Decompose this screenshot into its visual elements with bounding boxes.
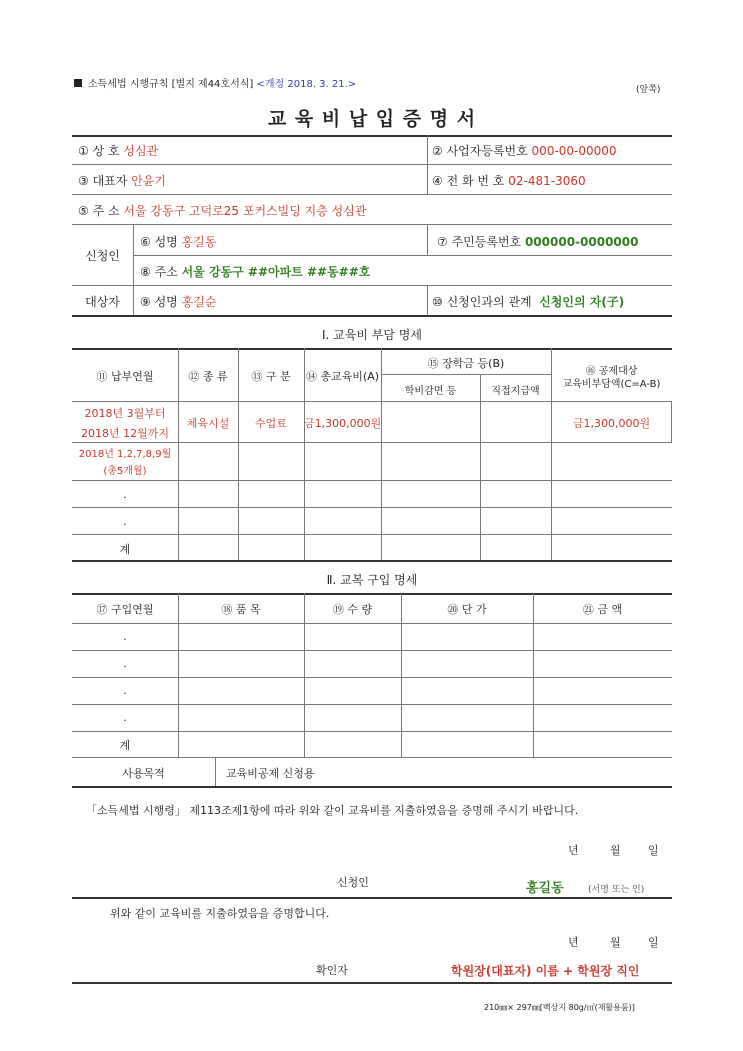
purpose-label: 사용목적 [122, 767, 165, 780]
applicant-sign-label: 신청인 [337, 876, 369, 889]
target-name: 홍길순 [181, 295, 217, 309]
business-address: 서울 강동구 고덕로25 포커스빌딩 지층 성심관 [123, 204, 367, 218]
row1-deductible: 금1,300,000원 [572, 417, 651, 430]
relation: 신청인의 자(子) [539, 295, 625, 309]
row1-total: 금1,300,000원 [304, 417, 382, 430]
business-name-row: ① 상 호 성심관 [78, 144, 159, 158]
confirm-date-day: 일 [648, 936, 659, 949]
col-unit-price: ⑳ 단 가 [447, 603, 487, 616]
square-bullet-icon [74, 79, 82, 87]
applicant-id: 000000-0000000 [524, 235, 639, 249]
applicant-label: 신청인 [85, 249, 120, 263]
paper-spec: 210㎜× 297㎜[백상지 80g/㎡(재활용품)] [484, 1003, 635, 1012]
target-name-row: ⑨ 성명 홍길순 [140, 295, 217, 309]
page-title: 교 육 비 납 입 증 명 서 [267, 108, 477, 130]
uniform-row-dot: . [123, 711, 127, 724]
representative-row: ③ 대표자 안윤기 [78, 174, 166, 188]
applicant-name: 홍길동 [181, 235, 217, 249]
representative: 안윤기 [131, 174, 166, 188]
address-row: ⑤ 주 소 서울 강동구 고덕로25 포커스빌딩 지층 성심관 [78, 204, 367, 218]
uniform-row-dot: . [123, 684, 127, 697]
business-no-row: ② 사업자등록번호 000-00-00000 [432, 144, 617, 158]
revision-note: <개정 2018. 3. 21.> [256, 79, 357, 90]
col-purchase-month: ⑰ 구입연월 [96, 603, 154, 616]
uniform-row-dot: . [123, 657, 127, 670]
section1-title: Ⅰ. 교육비 부담 명세 [322, 328, 422, 342]
col-deductible-a: ⑯ 공제대상 [585, 366, 638, 377]
business-name: 성심관 [123, 144, 159, 158]
row1-kind: 체육시설 [186, 417, 230, 430]
date-day: 일 [648, 844, 659, 857]
confirmer-label: 확인자 [316, 964, 348, 977]
front-back-mark: (앞쪽) [636, 85, 661, 95]
date-month: 월 [610, 844, 621, 857]
applicant-sign-name: 홍길동 [526, 881, 564, 896]
sign-note: (서명 또는 인) [588, 885, 645, 895]
request-statement: 「소득세법 시행령」 제113조제1항에 따라 위와 같이 교육비를 지출하였음을 증명해 주시기 바랍니다. [86, 804, 579, 817]
uniform-row-dot: . [123, 630, 127, 643]
phone-row: ④ 전 화 번 호 02-481-3060 [432, 174, 586, 188]
col-payment-period: ⑪ 납부연월 [96, 370, 154, 383]
col-deductible-b: 교육비부담액(C=A-B) [562, 379, 661, 390]
col-amount: ㉑ 금 액 [582, 603, 623, 616]
purpose-value: 교육비공제 신청용 [226, 767, 315, 780]
col-total-fee: ⑭ 총교육비(A) [305, 370, 380, 383]
row1-period-end: 2018년 12월까지 [81, 427, 169, 440]
row1-category: 수업료 [255, 417, 287, 430]
applicant-address: 서울 강동구 ##아파트 ##동##호 [181, 265, 371, 279]
col-quantity: ⑲ 수 량 [332, 603, 373, 616]
row2-months: 2018년 1,2,7,8,9월 [78, 449, 172, 460]
applicant-address-row: ⑧ 주소 서울 강동구 ##아파트 ##동##호 [140, 265, 371, 279]
col-tuition-reduction: 학비감면 등 [404, 386, 457, 397]
confirm-date-month: 월 [610, 936, 621, 949]
row2-month-count: (총5개월) [103, 466, 147, 477]
confirm-date-year: 년 [568, 936, 579, 949]
col-item: ⑱ 품 목 [221, 603, 261, 616]
section2-sum: 계 [119, 739, 131, 752]
row4-dot: . [123, 515, 127, 528]
phone: 02-481-3060 [508, 174, 586, 188]
relation-row: ⑩ 신청인과의 관계 신청인의 자(子) [432, 295, 625, 309]
row3-dot: . [123, 488, 127, 501]
business-no: 000-00-00000 [531, 144, 617, 158]
col-direct-payment: 직접지급액 [491, 386, 540, 397]
applicant-name-row: ⑥ 성명 홍길동 [140, 235, 217, 249]
section2-title: Ⅱ. 교복 구입 명세 [326, 573, 418, 587]
col-scholarship: ⑮ 장학금 등(B) [427, 357, 505, 370]
col-kind: ⑫ 종 류 [188, 370, 228, 383]
form-header-law: 소득세법 시행규칙 [별지 제44호서식] <개정 2018. 3. 21.> [74, 75, 356, 90]
confirmer-value: 학원장(대표자) 이름 + 학원장 직인 [451, 964, 640, 978]
section1-sum: 계 [119, 543, 131, 556]
col-category: ⑬ 구 분 [251, 370, 291, 383]
applicant-id-row: ⑦ 주민등록번호 000000-0000000 [437, 235, 639, 249]
confirm-statement: 위와 같이 교육비를 지출하였음을 증명합니다. [110, 907, 330, 920]
row1-period-start: 2018년 3월부터 [84, 407, 166, 420]
target-label: 대상자 [85, 295, 120, 309]
date-year: 년 [568, 844, 579, 857]
